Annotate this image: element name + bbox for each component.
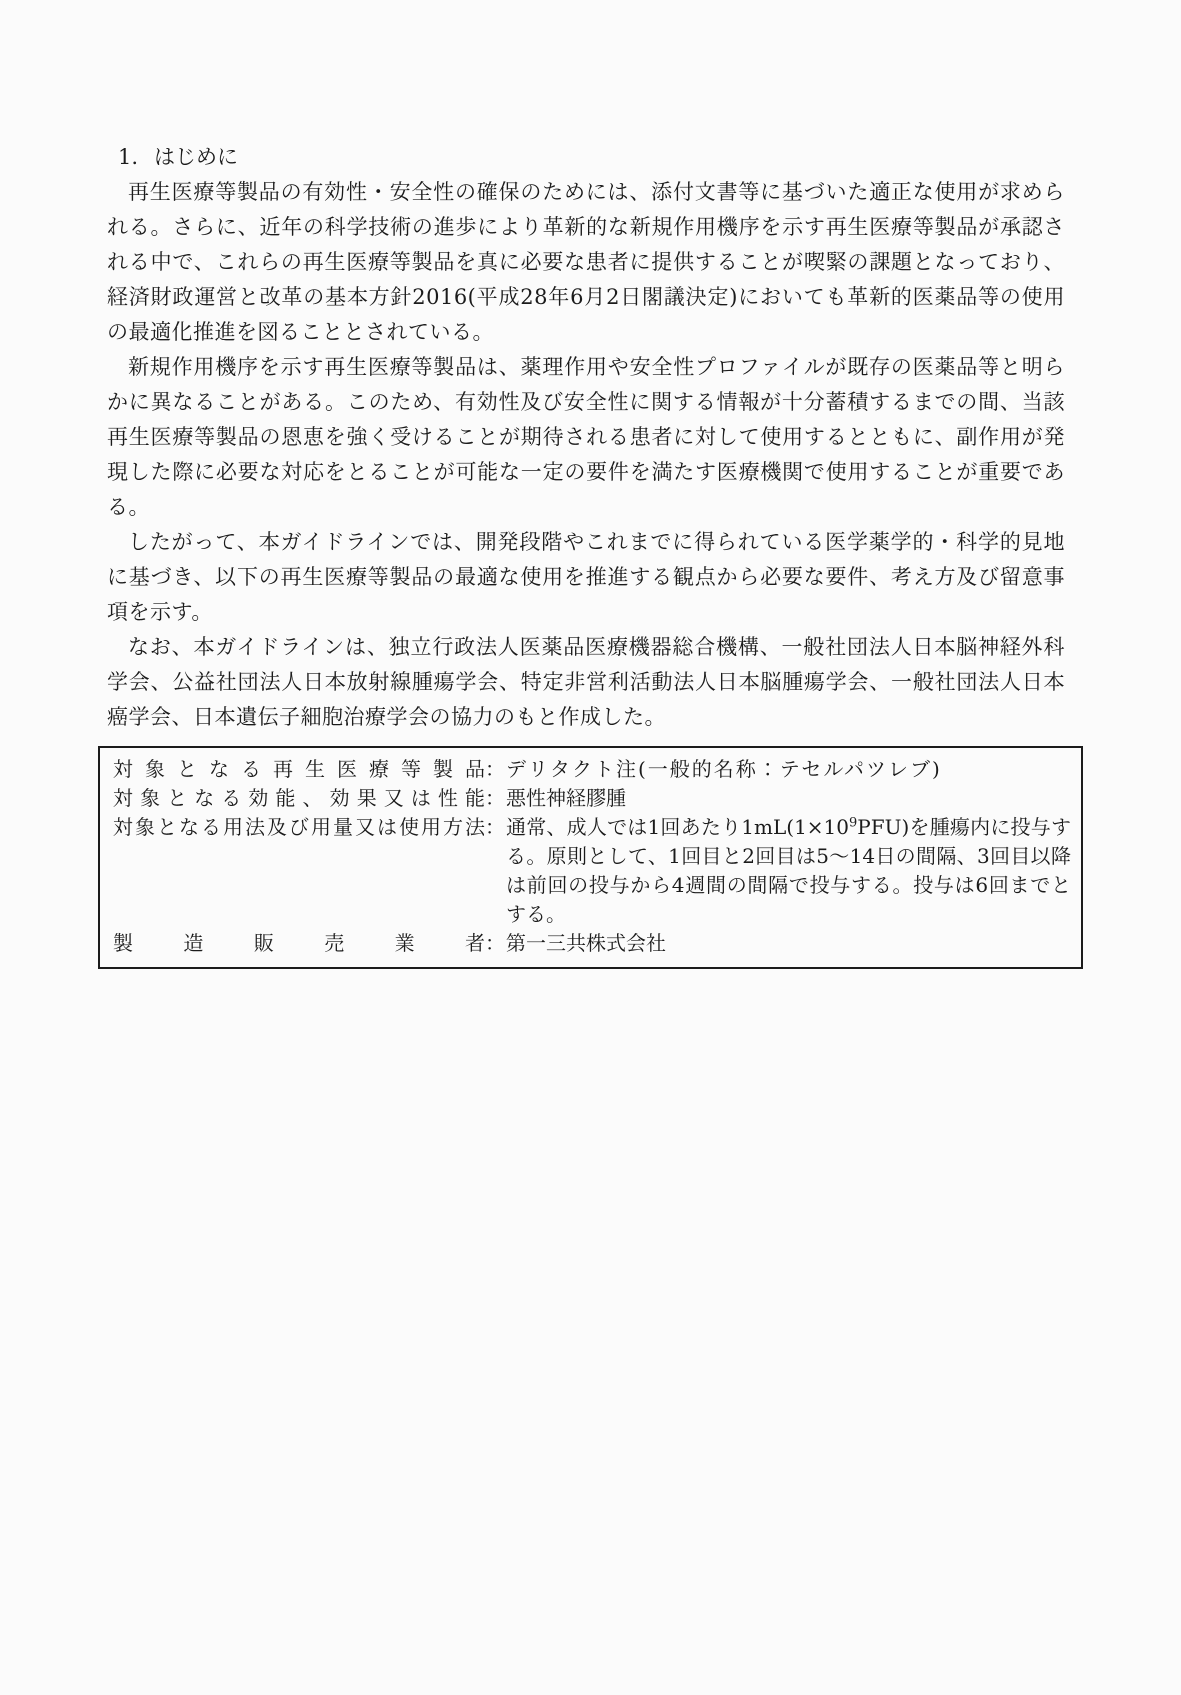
dosage-text-post: PFU)を腫瘍内に投与する。原則として、1回目と2回目は5～14日の間隔、3回目以降は前回の投与から4週間の間隔で投与する。投与は6回までとする。 — [506, 815, 1071, 926]
row-value-product: デリタクト注(一般的名称：テセルパツレブ) — [506, 757, 942, 781]
row-label-manufacturer: 製造販売業者 — [113, 931, 485, 955]
paragraph-4: なお、本ガイドラインは、独立行政法人医薬品医療機器総合機構、一般社団法人日本脳神経外科学会、公益社団法人日本放射線腫瘍学会、特定非営利活動法人日本脳腫瘍学会、一般社団法人日本癌学会、日本遺伝子細胞治療学会の協力のもと作成した。 — [107, 635, 1065, 729]
row-colon: ： — [485, 815, 505, 839]
section-heading — [107, 140, 1065, 175]
table-row-dosage — [113, 813, 1071, 929]
row-colon: ： — [485, 931, 505, 955]
row-value-manufacturer: 第一三共株式会社 — [506, 931, 666, 955]
row-label-dosage: 対象となる用法及び用量又は使用方法 — [113, 815, 485, 839]
table-row-product — [113, 755, 1071, 784]
dosage-exponent: 9 — [849, 815, 858, 831]
table-row-manufacturer — [113, 929, 1071, 958]
row-colon: ： — [485, 757, 505, 781]
row-value-indication: 悪性神経膠腫 — [506, 786, 626, 810]
product-info-box — [98, 746, 1083, 969]
paragraph-3: したがって、本ガイドラインでは、開発段階やこれまでに得られている医学薬学的・科学的見地に基づき、以下の再生医療等製品の最適な使用を推進する観点から必要な要件、考え方及び留意事項を示す。 — [107, 530, 1065, 624]
row-value-dosage — [506, 813, 1071, 929]
table-row-indication — [113, 784, 1071, 813]
section-title: はじめに — [154, 145, 239, 169]
paragraph-2: 新規作用機序を示す再生医療等製品は、薬理作用や安全性プロファイルが既存の医薬品等と明らかに異なることがある。このため、有効性及び安全性に関する情報が十分蓄積するまでの間、当該再生医療等製品の恩恵を強く受けることが期待される患者に対して使用するとともに、副作用が発現した際に必要な対応をとることが可能な一定の要件を満たす医療機関で使用することが重要である。 — [107, 355, 1065, 519]
dosage-text-pre: 通常、成人では1回あたり1mL(1×10 — [506, 815, 849, 839]
row-label-indication: 対象となる効能、効果又は性能 — [113, 786, 485, 810]
row-colon: ： — [485, 786, 505, 810]
document-content — [107, 140, 1071, 969]
paragraph-1: 再生医療等製品の有効性・安全性の確保のためには、添付文書等に基づいた適正な使用が求められる。さらに、近年の科学技術の進歩により革新的な新規作用機序を示す再生医療等製品が承認される中で、これらの再生医療等製品を真に必要な患者に提供することが喫緊の課題となっており、経済財政運営と改革の基本方針2016(平成28年6月2日閣議決定)においても革新的医薬品等の使用の最適化推進を図ることとされている。 — [107, 180, 1065, 344]
row-label-product: 対象となる再生医療等製品 — [113, 757, 485, 781]
section-number: 1. — [118, 145, 139, 169]
